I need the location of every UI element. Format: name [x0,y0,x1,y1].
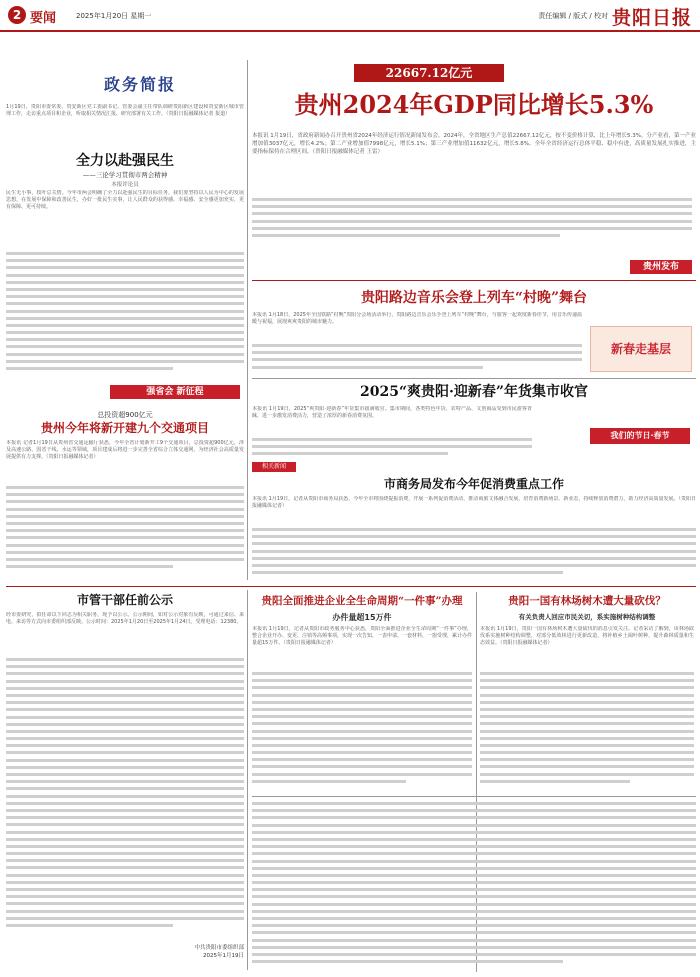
brief-text: 1月19日，贵阳市委常委、贵安新区党工委副书记、管委会副主任带队调研贵阳新区建设和贵安新区城市管理工作，走访重点项目和企业，听取相关情况汇报，研究部署有关工作。（贵阳日报融媒体记者 报道） [6,104,244,118]
railway-text-columns [252,344,582,374]
lead-tag: 贵州发布 [630,260,692,274]
market-text: 本报讯 1月19日，2025“爽贵阳·迎新春”年货集市圆满收官。集市期间，各类特色年货、农特产品、文创商品受到市民游客青睐，进一步激发消费活力，营造了浓厚的新春消费氛围。 [252,406,532,420]
service-text-columns [252,672,472,792]
service-subtitle: 办件量超15万件 [332,613,392,622]
commentary-subtitle: ——三论学习贯彻市两会精神 [82,171,168,179]
transit-kicker: 总投资超900亿元 [97,411,153,419]
promo-text: 本报讯 1月19日，记者从贵阳市商务局获悉，今年全市将围绕提振消费，开展一系列促消费活动，推动商旅文体融合发展，培育消费新场景、新业态，持续释放消费潜力，助力经济高质量发展。（贵阳日报融媒体记者） [252,496,696,510]
bottom-text-columns [252,802,696,970]
masthead [0,0,700,32]
newspaper-logo: 贵阳日报 [611,7,692,29]
brief-block [60,72,220,102]
forest-subtitle: 有关负责人回应市民关切，系实施树种结构调整 [518,613,656,621]
railway-divider [252,378,696,379]
service-text: 本报讯 1月19日，记者从贵阳市政务服务中心获悉，贵阳全面推进企业全生命周期“一件事”办理，整合企业开办、变更、注销等高频事项，实现一次告知、一表申请、一套材料、一窗受理，累计办件量超15万件。（贵阳日报融媒体记者） [252,626,472,647]
lead-divider [252,280,696,281]
commentary-text-columns [6,252,244,382]
lead-kicker: 22667.12亿元 [385,66,473,80]
section-title: 要闻 [30,11,57,26]
lead-text-columns [252,198,692,246]
lead-kicker-box [354,64,504,82]
lead-headline: 贵州2024年GDP同比增长5.3% [294,90,654,119]
railway-text: 本报讯 1月18日，2025年全国铁路“村晚”贵阳分会场活动举行，贵阳路边音乐会乐手登上列车“村晚”舞台，与旅客一起欢度新春佳节，用音乐传递温暖与祝福，展现爽爽贵阳的城市魅力。 [252,312,582,326]
brief-title: 政务简报 [103,75,176,94]
railway-banner-box [590,326,692,372]
promo-text-columns [252,528,696,582]
market-headline: 2025“爽贵阳·迎新春”年货集市收官 [360,384,588,400]
issue-date: 2025年1月20日 星期一 [76,12,152,20]
forest-text: 本报讯 1月19日，贵阳一国有林场树木遭大量砍伐的消息引发关注。记者采访了解到，该林场砍伐系实施树种结构调整，对部分低效林进行更新改造，将补植乡土阔叶树种，提升森林质量和生态效益。（贵阳日报融媒体记者） [480,626,694,647]
lower-divider [252,796,696,797]
editor-credits: 责任编辑 / 版式 / 校对 [538,12,608,20]
promo-headline: 市商务局发布今年促消费重点工作 [383,477,564,491]
transit-headline: 贵州今年将新开建九个交通项目 [40,421,209,435]
commentary-title: 全力以赴强民生 [76,153,174,169]
promo-section-label: 相关新闻 [252,462,296,472]
notice-headline: 市管干部任前公示 [76,593,173,607]
notice-text-columns [6,658,244,938]
transit-text-columns [6,486,244,582]
railway-headline: 贵阳路边音乐会登上列车“村晚”舞台 [360,290,588,306]
commentary-text: 民生无小事，枝叶总关情。今年市两会明确了全力以赴强民生的目标任务，我们要坚持以人民为中心的发展思想，在发展中保障和改善民生，办好一批民生实事，让人民群众的获得感、幸福感、安全感更加充实、更有保障、更可持续。 [6,190,244,211]
page-number: 2 [8,6,26,24]
notice-text: 经市委研究，拟任命以下同志为相关职务，现予以公示。公示期间，如对公示对象有反映，可通过来信、来电、来访等方式向市委组织部反映。公示时间：2025年1月20日至2025年1月24日。受理电话：12380。 [6,612,244,626]
forest-headline: 贵阳一国有林场树木遭大量砍伐？ [508,595,666,607]
notice-footer: 中共贵阳市委组织部 2025年1月19日 [194,945,244,959]
left-column-divider [247,60,248,580]
commentary-banner: 强省会 新征程 [110,385,240,399]
lower-left-divider [247,590,248,970]
market-text-columns [252,438,532,458]
forest-text-columns [480,672,694,792]
lead-text: 本报讯 1月19日，省政府新闻办召开贵州省2024年经济运行情况新闻发布会。2024年，全省地区生产总值22667.12亿元，按不变价格计算，比上年增长5.3%。分产业看，第一产业增加值3037亿元，增长4.2%；第二产业增加值7998亿元，增长5.1%；第三产业增加值11632亿元，增长5.8%。全年全省经济运行总体平稳、稳中有进，高质量发展扎实推进，主要指标保持在合理区间。（贵阳日报融媒体记者 王雷） [252,133,696,155]
service-headline: 贵阳全面推进企业全生命周期“一件事”办理 [261,595,463,607]
mid-divider [6,586,696,587]
commentary-byline: 本报评论员 [111,182,139,188]
transit-text: 本报讯 记者1月19日从贵州省交通运输厅获悉，今年全省计划新开工9个交通项目，总投资超900亿元，涉及高速公路、国省干线、水运等领域，项目建成后将进一步完善全省综合立体交通网，为经济社会高质量发展提供有力支撑。（贵阳日报融媒体记者） [6,440,244,461]
railway-banner: 新春走基层 [610,342,671,356]
market-banner: 我们的节日·春节 [590,428,690,444]
